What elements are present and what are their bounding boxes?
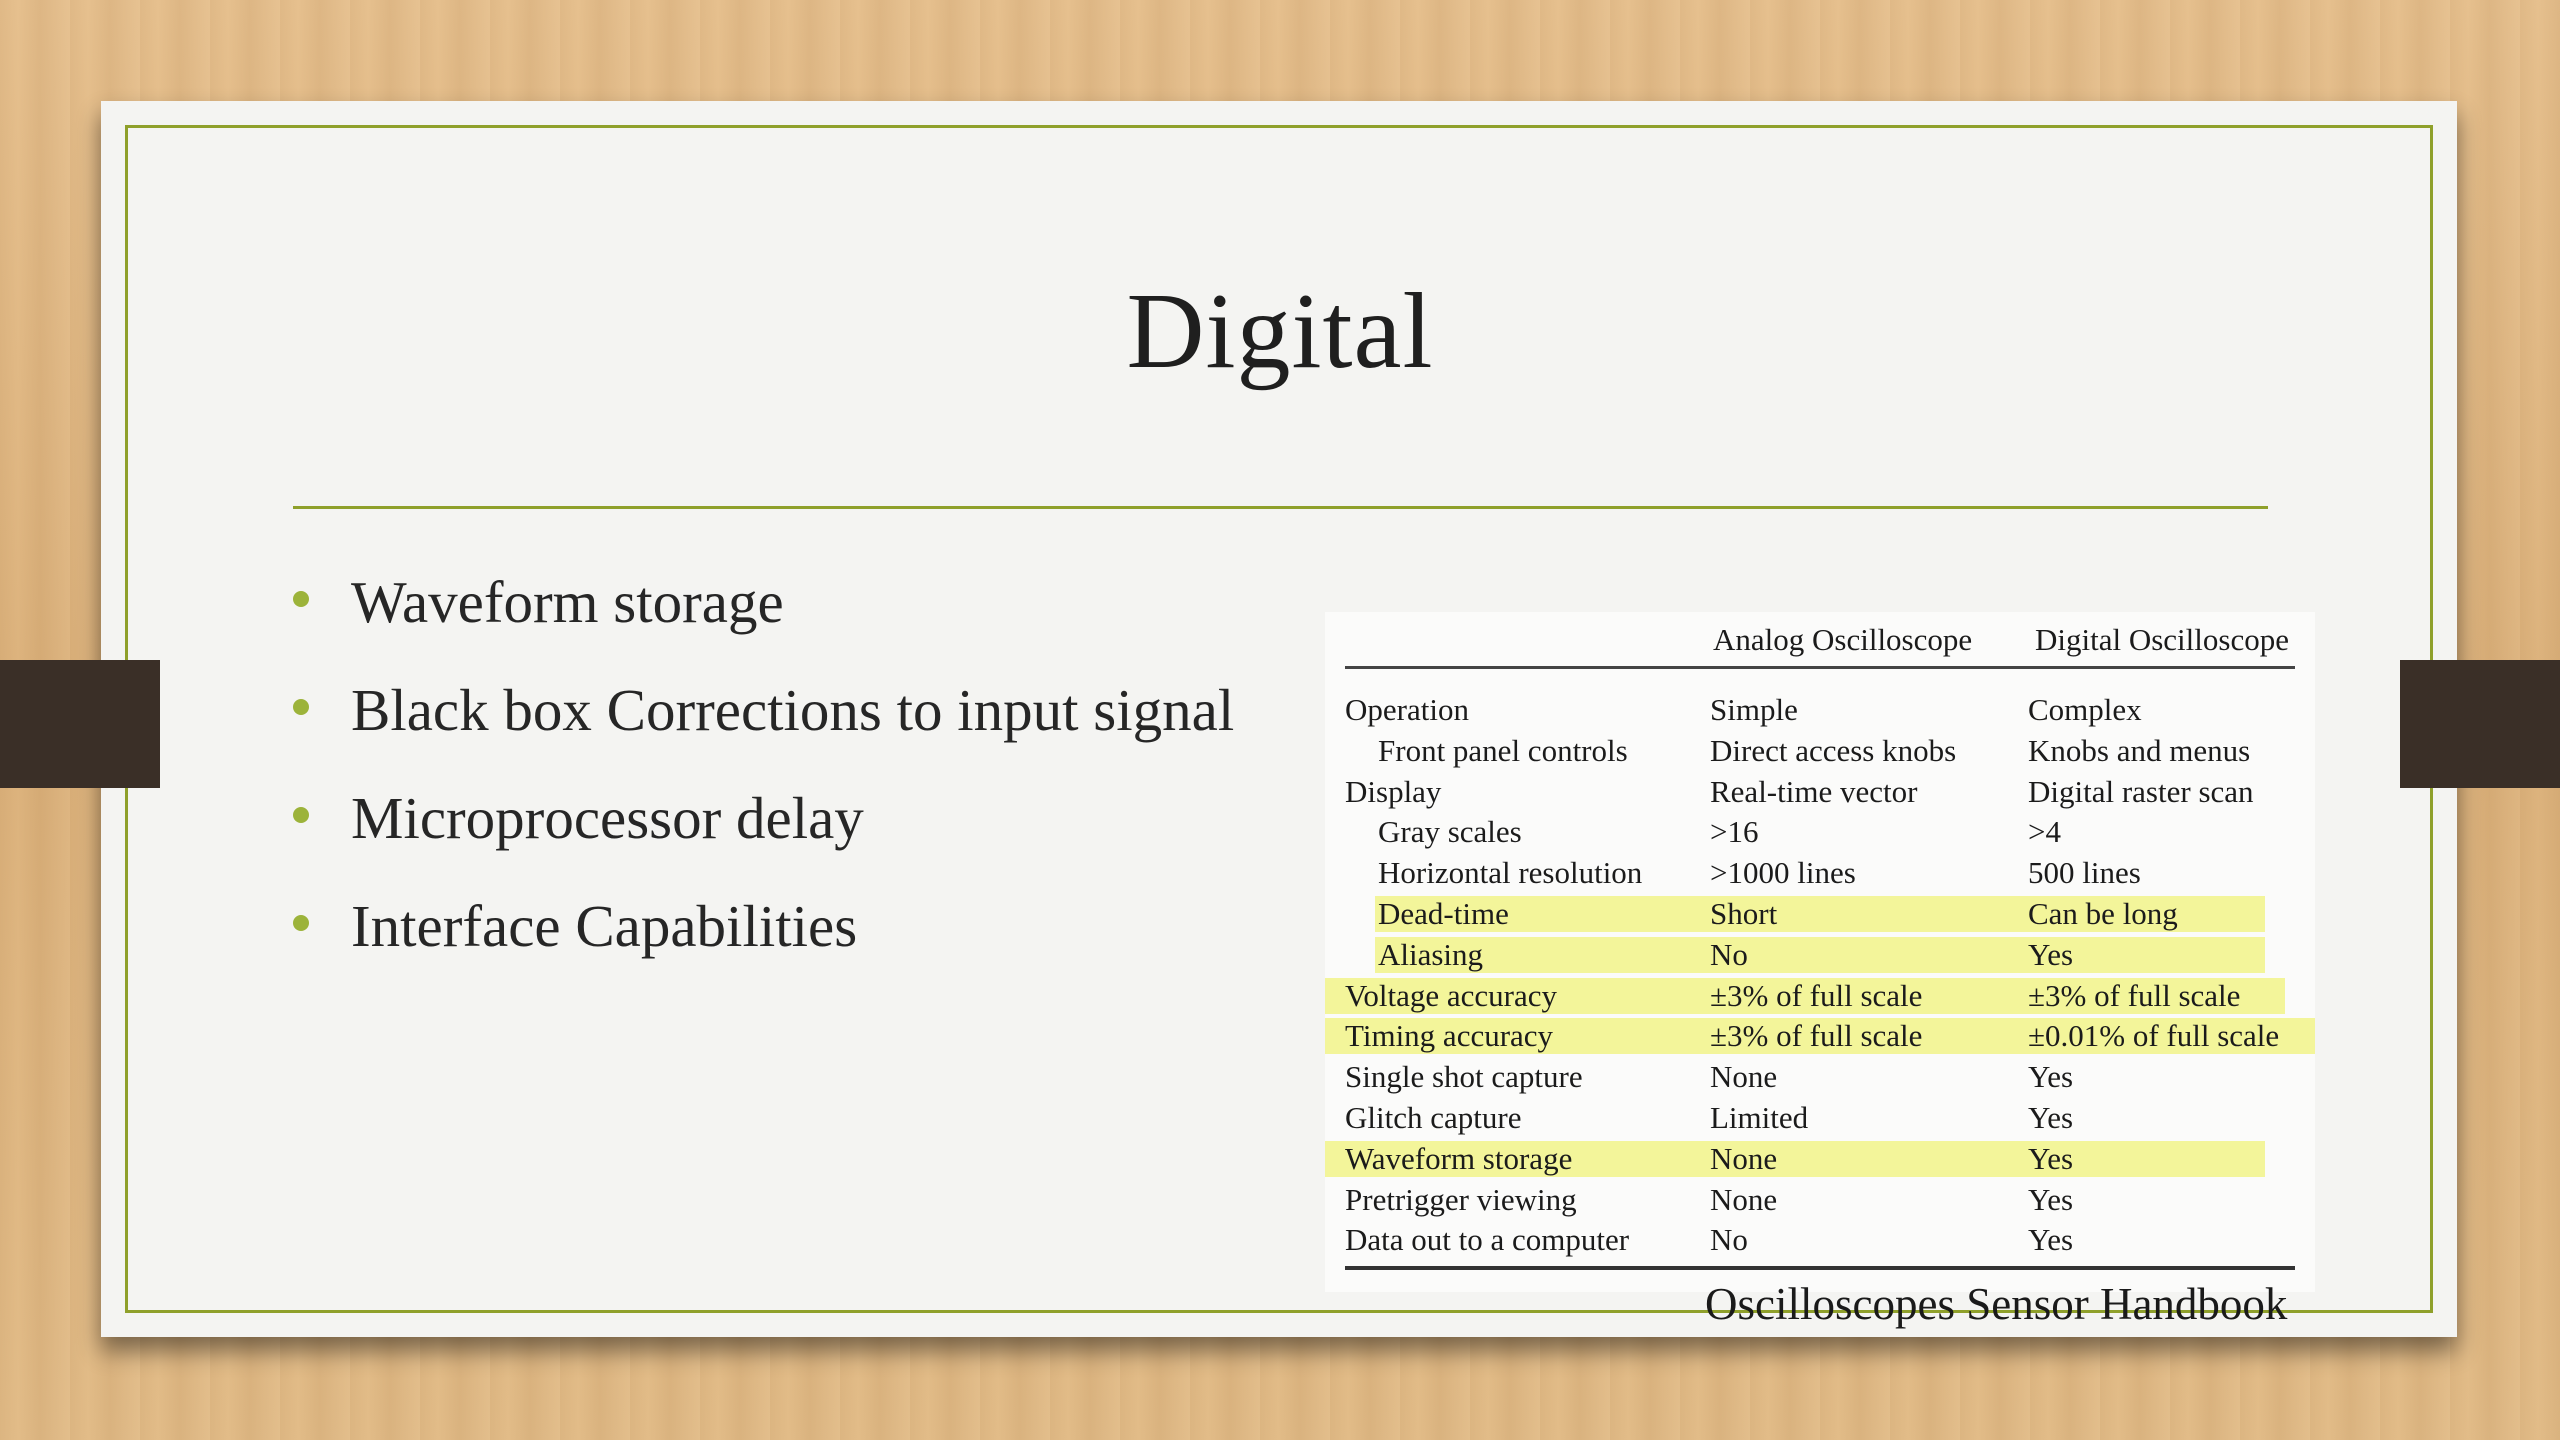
bullet-item xyxy=(293,764,1234,872)
table-row xyxy=(1325,1180,2315,1220)
table-cell-feature: Timing accuracy xyxy=(1345,1018,1554,1054)
slide-title: Digital xyxy=(1126,272,1434,391)
table-cell-feature: Front panel controls xyxy=(1378,732,1628,768)
table-cell-digital: >4 xyxy=(2028,814,2061,850)
bullet-item xyxy=(293,548,1234,656)
table-row xyxy=(1325,772,2315,812)
table-cell-feature: Voltage accuracy xyxy=(1345,977,1558,1013)
table-cell-digital: Can be long xyxy=(2028,896,2178,931)
table-cell-digital: ±0.01% of full scale xyxy=(2028,1018,2280,1054)
title-divider xyxy=(293,506,2268,509)
table-cell-feature: Glitch capture xyxy=(1345,1100,1522,1135)
table-cell-feature: Single shot capture xyxy=(1345,1059,1583,1095)
table-cell-feature: Data out to a computer xyxy=(1345,1222,1630,1258)
table-cell-analog: >1000 lines xyxy=(1710,855,1856,891)
table-cell-analog: ±3% of full scale xyxy=(1710,977,1923,1013)
table-cell-digital: Digital raster scan xyxy=(2028,773,2254,809)
table-cell-feature: Horizontal resolution xyxy=(1378,855,1643,891)
table-cell-analog: >16 xyxy=(1710,814,1759,850)
table-cell-analog: No xyxy=(1710,1222,1748,1258)
table-row xyxy=(1325,812,2315,852)
right-tab-decoration xyxy=(2400,660,2560,788)
table-cell-digital: Yes xyxy=(2028,1100,2074,1135)
bullet-dot-icon xyxy=(293,591,309,607)
table-cell-analog: Direct access knobs xyxy=(1710,732,1957,768)
table-cell-feature: Dead-time xyxy=(1378,896,1509,931)
table-cell-analog: None xyxy=(1710,1140,1778,1176)
bullet-text: Interface Capabilities xyxy=(351,892,858,959)
bullet-text: Waveform storage xyxy=(351,568,784,635)
table-row xyxy=(1325,1220,2315,1260)
table-row xyxy=(1325,894,2315,934)
table-row xyxy=(1325,935,2315,975)
table-row xyxy=(1325,1057,2315,1097)
comparison-table xyxy=(1325,612,2315,1292)
table-cell-digital: Yes xyxy=(2028,1222,2074,1258)
table-row xyxy=(1325,853,2315,893)
table-cell-feature: Gray scales xyxy=(1378,814,1522,850)
table-cell-analog: None xyxy=(1710,1181,1778,1217)
table-row xyxy=(1325,1098,2315,1138)
table-row xyxy=(1325,976,2315,1016)
column-header-analog: Analog Oscilloscope xyxy=(1713,622,1973,657)
bullet-item xyxy=(293,656,1234,764)
left-tab-decoration xyxy=(0,660,160,788)
table-top-rule xyxy=(1345,666,2295,669)
table-cell-analog: Simple xyxy=(1710,692,1798,727)
bullet-list xyxy=(293,548,1234,980)
column-header-digital: Digital Oscilloscope xyxy=(2035,622,2289,657)
table-cell-digital: ±3% of full scale xyxy=(2028,977,2241,1013)
table-row xyxy=(1325,690,2315,730)
table-cell-feature: Waveform storage xyxy=(1345,1140,1573,1176)
table-cell-feature: Aliasing xyxy=(1378,936,1484,972)
bullet-text: Black box Corrections to input signal xyxy=(351,676,1235,743)
table-cell-digital: Yes xyxy=(2028,936,2074,972)
source-caption: Oscilloscopes Sensor Handbook xyxy=(1705,1279,2288,1329)
table-row xyxy=(1325,1139,2315,1179)
row-highlight xyxy=(1375,937,2265,973)
table-cell-digital: Complex xyxy=(2028,692,2142,727)
table-row xyxy=(1325,1016,2315,1056)
table-cell-feature: Operation xyxy=(1345,692,1469,727)
bullet-dot-icon xyxy=(293,699,309,715)
table-cell-digital: Yes xyxy=(2028,1059,2074,1095)
table-bottom-rule xyxy=(1345,1266,2295,1270)
bullet-text: Microprocessor delay xyxy=(351,784,864,851)
table-cell-analog: ±3% of full scale xyxy=(1710,1018,1923,1054)
table-row xyxy=(1325,731,2315,771)
bullet-item xyxy=(293,872,1234,980)
table-cell-analog: No xyxy=(1710,936,1748,972)
table-cell-feature: Display xyxy=(1345,773,1442,809)
table-cell-feature: Pretrigger viewing xyxy=(1345,1181,1577,1217)
table-cell-digital: Yes xyxy=(2028,1140,2074,1176)
table-cell-digital: Yes xyxy=(2028,1181,2074,1217)
bullet-dot-icon xyxy=(293,807,309,823)
table-header xyxy=(1325,622,2315,668)
table-cell-analog: None xyxy=(1710,1059,1778,1095)
bullet-dot-icon xyxy=(293,915,309,931)
table-cell-analog: Real-time vector xyxy=(1710,773,1918,809)
table-cell-analog: Short xyxy=(1710,896,1778,931)
table-cell-digital: Knobs and menus xyxy=(2028,732,2251,768)
table-cell-analog: Limited xyxy=(1710,1100,1809,1135)
table-cell-digital: 500 lines xyxy=(2028,855,2141,891)
